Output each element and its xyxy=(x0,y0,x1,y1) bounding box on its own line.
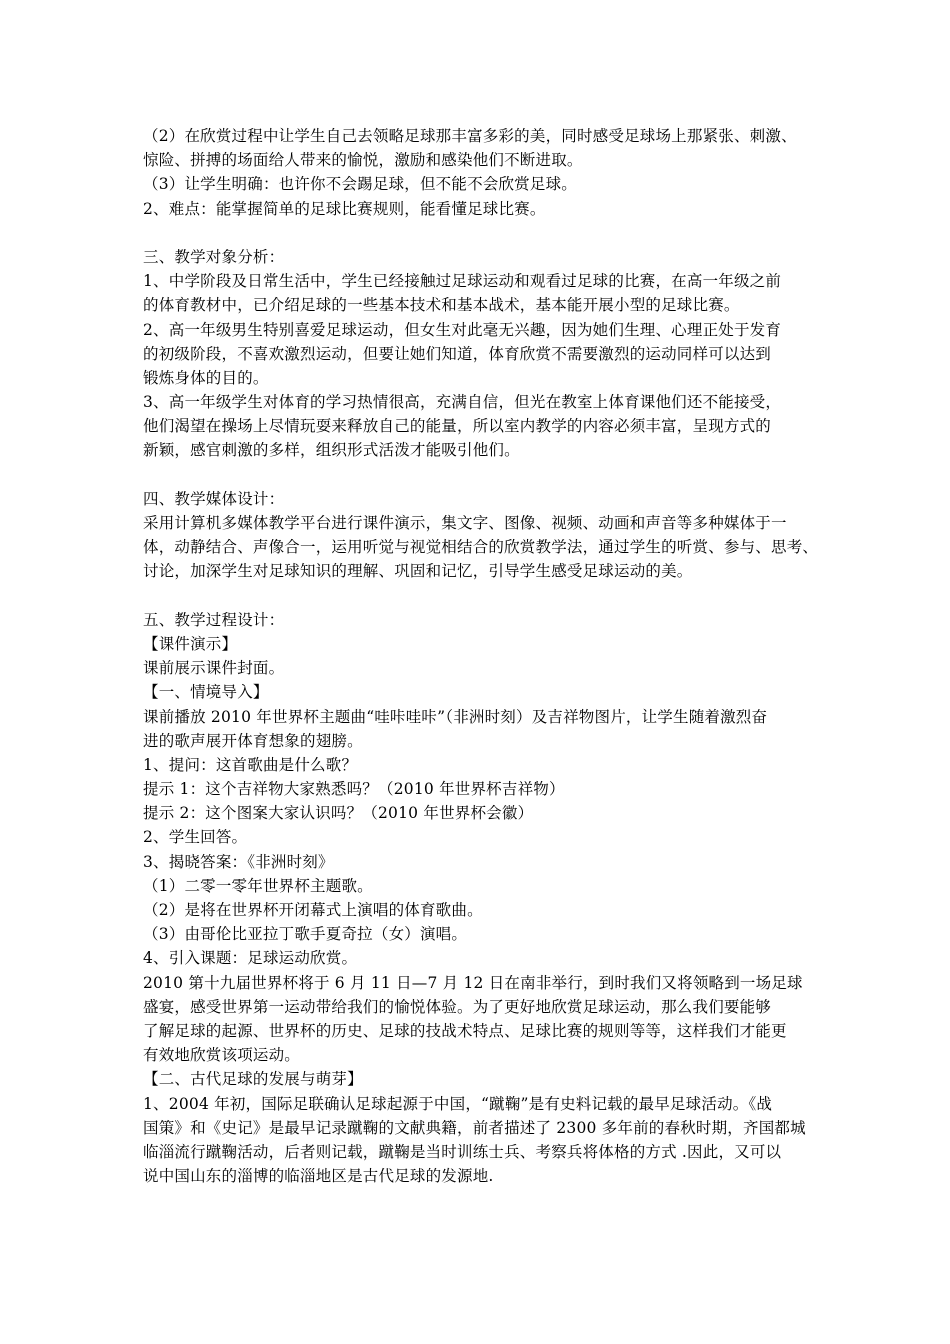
text-line: 2、难点：能掌握简单的足球比赛规则，能看懂足球比赛。 xyxy=(143,199,546,218)
blank-line xyxy=(143,584,823,608)
text-line: 2、高一年级男生特别喜爱足球运动，但女生对此毫无兴趣，因为她们生理、心理正处于发育 xyxy=(143,320,782,339)
text-line: 【一、情境导入】 xyxy=(143,683,269,702)
text-line: 锻炼身体的目的。 xyxy=(143,368,269,387)
text-line: （3）让学生明确：也许你不会踢足球，但不能不会欣赏足球。 xyxy=(143,175,577,194)
text-line: 五、教学过程设计： xyxy=(143,610,285,629)
text-line: （2）在欣赏过程中让学生自己去领略足球那丰富多彩的美，同时感受足球场上那紧张、刺激、 xyxy=(143,127,797,145)
text-line: 三、教学对象分析： xyxy=(143,247,285,266)
text-line: 四、教学媒体设计： xyxy=(143,489,285,508)
text-line: 临淄流行蹴鞠活动，后者则记载，蹴鞠是当时训练士兵、考察兵将体格的方式 .因此，又可以 xyxy=(143,1142,782,1161)
text-line: （1）二零一零年世界杯主题歌。 xyxy=(143,876,373,895)
text-line: 讨论，加深学生对足球知识的理解、巩固和记忆，引导学生感受足球运动的美。 xyxy=(143,562,693,581)
text-line: 3、高一年级学生对体育的学习热情很高，充满自信，但光在教室上体育课他们还不能接受， xyxy=(143,393,782,412)
document-body xyxy=(143,124,823,1188)
text-line: 采用计算机多媒体教学平台进行课件演示，集文字、图像、视频、动画和声音等多种媒体于一 xyxy=(143,514,787,532)
text-line: 有效地欣赏该项运动。 xyxy=(143,1046,301,1065)
text-line: 了解足球的起源、世界杯的历史、足球的技战术特点、足球比赛的规则等等，这样我们才能更 xyxy=(143,1021,787,1040)
text-line: 1、提问：这首歌曲是什么歌？ xyxy=(143,755,358,774)
text-line: 盛宴，感受世界第一运动带给我们的愉悦体验。为了更好地欣赏足球运动，那么我们要能够 xyxy=(143,997,772,1016)
text-line: 他们渴望在操场上尽情玩耍来释放自己的能量，所以室内教学的内容必须丰富，呈现方式的 xyxy=(143,417,772,436)
text-line: 说中国山东的淄博的临淄地区是古代足球的发源地. xyxy=(143,1167,494,1186)
text-line: 的体育教材中，已介绍足球的一些基本技术和基本战术，基本能开展小型的足球比赛。 xyxy=(143,296,740,315)
text-line: 课前播放 2010 年世界杯主题曲“哇咔哇咔”（非洲时刻）及吉祥物图片，让学生随着激烈奋 xyxy=(143,707,768,726)
text-line: 2010 第十九届世界杯将于 6 月 11 日—7 月 12 日在南非举行，到时我们又将领略到一场足球 xyxy=(143,973,803,992)
text-line: 课前展示课件封面。 xyxy=(143,659,285,678)
text-line: 进的歌声展开体育想象的翅膀。 xyxy=(143,731,363,750)
text-line: 提示 2：这个图案大家认识吗？（2010 年世界杯会徽） xyxy=(143,804,534,823)
text-line: 1、中学阶段及日常生活中，学生已经接触过足球运动和观看过足球的比赛，在高一年级之前 xyxy=(143,272,782,291)
text-line: 新颖，感官刺激的多样，组织形式活泼才能吸引他们。 xyxy=(143,441,520,460)
blank-line xyxy=(143,463,823,487)
text-line: （3）由哥伦比亚拉丁歌手夏奇拉（女）演唱。 xyxy=(143,925,468,944)
text-line: 【二、古代足球的发展与萌芽】 xyxy=(143,1070,363,1089)
text-line: 惊险、拼搏的场面给人带来的愉悦，激励和感染他们不断进取。 xyxy=(143,151,583,170)
text-line: 【课件演示】 xyxy=(143,634,238,653)
text-line: 4、引入课题：足球运动欣赏。 xyxy=(143,949,358,968)
text-line: 3、揭晓答案：《非洲时刻》 xyxy=(143,852,334,871)
text-line: （2）是将在世界杯开闭幕式上演唱的体育歌曲。 xyxy=(143,901,483,919)
text-line: 2、学生回答。 xyxy=(143,828,248,847)
text-line: 1、2004 年初，国际足联确认足球起源于中国，“蹴鞠”是有史料记载的最早足球活动。《战 xyxy=(143,1094,773,1113)
text-line: 的初级阶段，不喜欢激烈运动，但要让她们知道，体育欣赏不需要激烈的运动同样可以达到 xyxy=(143,344,772,363)
text-line: 体，动静结合、声像合一，运用听觉与视觉相结合的欣赏教学法，通过学生的听赏、参与、思考、 xyxy=(143,538,819,557)
text-line: 提示 1：这个吉祥物大家熟悉吗？（2010 年世界杯吉祥物） xyxy=(143,780,565,799)
text-line: 国策》和《史记》是最早记录蹴鞠的文献典籍，前者描述了 2300 多年前的春秋时期，齐国都城 xyxy=(143,1118,806,1137)
blank-line xyxy=(143,221,823,245)
